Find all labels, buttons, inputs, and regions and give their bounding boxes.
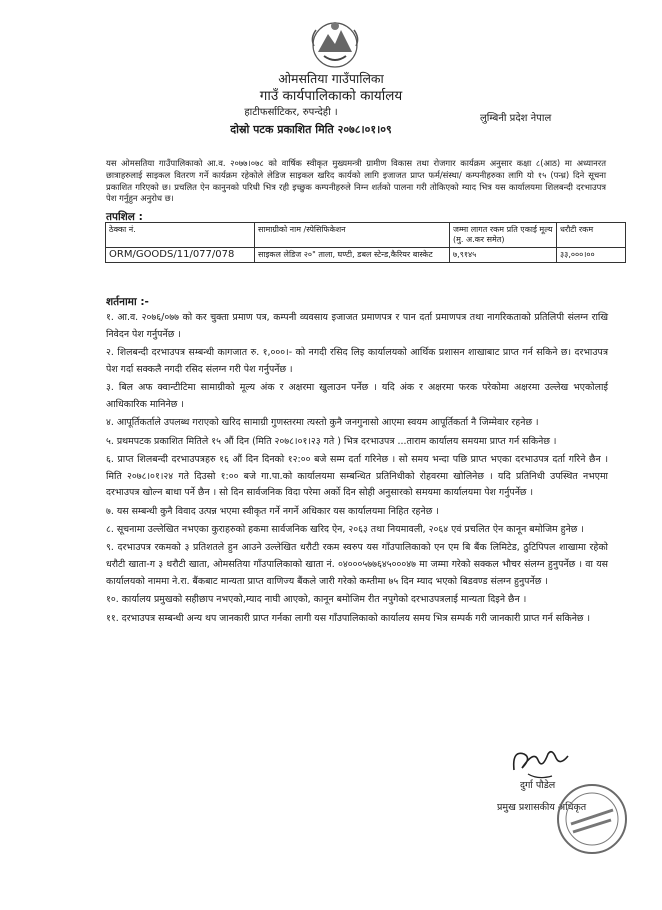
header-cell: जम्मा लागत रकम प्रति एकाई मूल्य (मु. अ.कर समेत): [450, 223, 557, 248]
contract-number-cell: ORM/GOODS/11/077/078: [106, 248, 255, 263]
term-item: ४. आपूर्तिकर्ताले उपलब्ध गराएको खरिद सामाग्री गुणस्तरमा त्यस्तो कुनै जनगुनासो आएमा स्वयम आपूर्तिकर्ता नै जिम्मेवार रहनेछ ।: [106, 417, 539, 429]
term-item: ९. दरभाउपत्र रकमको ३ प्रतिशतले हुन आउने उल्लेखित धरौटी रकम स्वरुप यस गाँउपालिकाको एन एम बि बैंक लिमिटेड, ठुटिपिपल शाखामा रहेको धरौटी खाता-ग ३ धरौटी खाता, ओमसतिया गाँउपालिकाको खाता नं. ०४०००५७७६४५०००४७ मा जम्मा गरेको सक्कल भौचर संलग्न हुनुपर्नेछ । वा यस कार्यालयको नाममा ने.रा. बैंकबाट मान्यता प्राप्त वाणिज्य बैंकले जारी गरेको कम्तीमा ७५ दिन म्याद भएको बिडवण्ड संलग्न हुनुपर्नेछ ।: [106, 542, 608, 587]
term-item: ८. सूचनामा उल्लेखित नभएका कुराहरुको हकमा सार्वजनिक खरिद ऐन, २०६३ तथा नियमावली, २०६४ एवं प्रचलित ऐन कानून बमोजिम हुनेछ ।: [106, 524, 584, 536]
term-item: ७. यस सम्बन्धी कुनै विवाद उत्पन्न भएमा स्वीकृत गर्ने नगर्ने अधिकार यस कार्यालयमा निहित रहनेछ ।: [106, 505, 439, 517]
term-item: २. शिलबन्दी दरभाउपत्र सम्बन्धी कागजात रु. १,०००।- को नगदी रसिद लिइ कार्यालयको आर्थिक प्रशासन शाखाबाट प्राप्त गर्न सकिने छ। दरभाउपत्र पेश गर्दा सक्कलै नगदी रसिद संलग्न गरी पेश गर्नुपर्नेछ ।: [106, 347, 608, 375]
office-address: हाटीफर्साटिकर, रुपन्देही ।: [244, 107, 338, 118]
province-label: लुम्बिनी प्रदेश नेपाल: [480, 113, 552, 124]
details-heading: तपशिल :: [106, 211, 143, 223]
handwritten-signature: [508, 740, 578, 782]
term-item: ६. प्राप्त शिलबन्दी दरभाउपत्रहरु १६ औं दिन दिनको १२:०० बजे सम्म दर्ता गरिनेछ । सो समय भन्दा पछि प्राप्त भएका दरभाउपत्र दर्ता गरिने छैन । मिति २०७८।०१।२४ गते दिउसो १:०० बजे गा.पा.को कार्यालयमा सम्बन्धित प्रतिनिधीको रोहवरमा खोलिनेछ । यदि प्रतिनिधी उपस्थित नभएमा दरभाउपत्र खोल्न बाधा पर्ने छैन । सो दिन सार्वजनिक विदा परेमा अर्को दिन सोही अनुसारको समयमा कार्यालयमा पेश गर्नुपर्नेछ ।: [106, 453, 608, 499]
term-item: ११. दरभाउपत्र सम्बन्धी अन्य थप जानकारी प्राप्त गर्नका लागी यस गाँउपालिकाको कार्यालय समय भित्र सम्पर्क गरी जानकारी प्राप्त गर्न सकिनेछ ।: [106, 612, 590, 624]
header-cell: सामाग्रीको नाम /स्पेसिफिकेशन: [255, 223, 450, 248]
signatory-title: प्रमुख प्रशासकीय अधिकृत: [497, 802, 587, 813]
header-cell: ठेक्का नं.: [106, 223, 255, 248]
government-emblem-icon: [308, 18, 362, 70]
table-row: [106, 248, 626, 263]
terms-list: [106, 310, 608, 629]
item-spec-cell: साइकल लेडिज २०" ताला, घण्टी, डबल स्टेन्ड,कैरियर बास्केट: [255, 248, 450, 263]
deposit-amount-cell: ३३,०००।००: [557, 248, 626, 263]
tender-table: [105, 222, 626, 263]
unit-cost-cell: ७,९१४५: [450, 248, 557, 263]
term-item: ३. बिल अफ क्वान्टीटिमा सामाग्रीको मूल्य अंक र अक्षरमा खुलाउन पर्नेछ । यदि अंक र अक्षरमा फरक परेकोमा अक्षरमा उल्लेख भएकोलाई आधिकारिक मानिनेछ ।: [106, 382, 608, 410]
intro-paragraph: यस ओमसतिया गाउँपालिकाको आ.व. २०७७।०७८ को वार्षिक स्वीकृत मुख्यमन्त्री ग्रामीण विकास तथा रोजगार कार्यक्रम अनुसार कक्षा ८(आठ) मा अध्यानरत छात्राहरुलाई साइकल वितरण गर्ने कार्यक्रम रहेकोले लेडिज साइकल खरिद कार्यको लागि इजाजत प्राप्त फर्म/संस्था/ कम्पनीहरुका लागि यो १५ (पन्ध्र) दिने सूचना प्रकाशित गरिएको छ। प्रचलित ऐन कानुनको परिधी भित्र रही इच्छुक कम्पनीहरुले निम्न शर्तको पालना गरी तोकिएको म्याद भित्र यस कार्यालयमा शिलबन्दी दरभाउपत्र पेश गर्नुहुन अनुरोध छ।: [106, 158, 606, 204]
term-item: १. आ.व. २०७६/०७७ को कर चुक्ता प्रमाण पत्र, कम्पनी व्यवसाय इजाजत प्रमाणपत्र र पान दर्ता प्रमाणपत्र तथा नागरिकताको प्रतिलिपी संलग्न राखि निवेदन पेश गर्नुपर्नेछ ।: [106, 312, 608, 340]
signatory-name: दुर्गा पौडेल: [520, 780, 556, 791]
term-item: १०. कार्यालय प्रमुखको सहीछाप नभएको,म्याद नाघी आएको, कानून बमोजिम रीत नपुगेको दरभाउपत्रलाई मान्यता दिइने छैन ।: [106, 594, 527, 606]
header-cell: धरौटी रकम: [557, 223, 626, 248]
table-header-row: [106, 223, 626, 248]
terms-heading: शर्तनामा :-: [106, 296, 149, 308]
official-stamp-icon: [553, 780, 631, 858]
term-item: ५. प्रथमपटक प्रकाशित मितिले १५ औं दिन (मिति २०७८।०१।२३ गते ) भित्र दरभाउपत्र ...ताराम कार्यालय समयमा प्राप्त गर्न सकिनेछ ।: [106, 435, 557, 447]
office-name: ओमसतिया गाउँपालिका: [278, 71, 384, 86]
notice-title: दोस्रो पटक प्रकाशित मिति २०७८।०१।०९: [230, 123, 392, 136]
office-title: गाउँ कार्यपालिकाको कार्यालय: [259, 88, 403, 104]
